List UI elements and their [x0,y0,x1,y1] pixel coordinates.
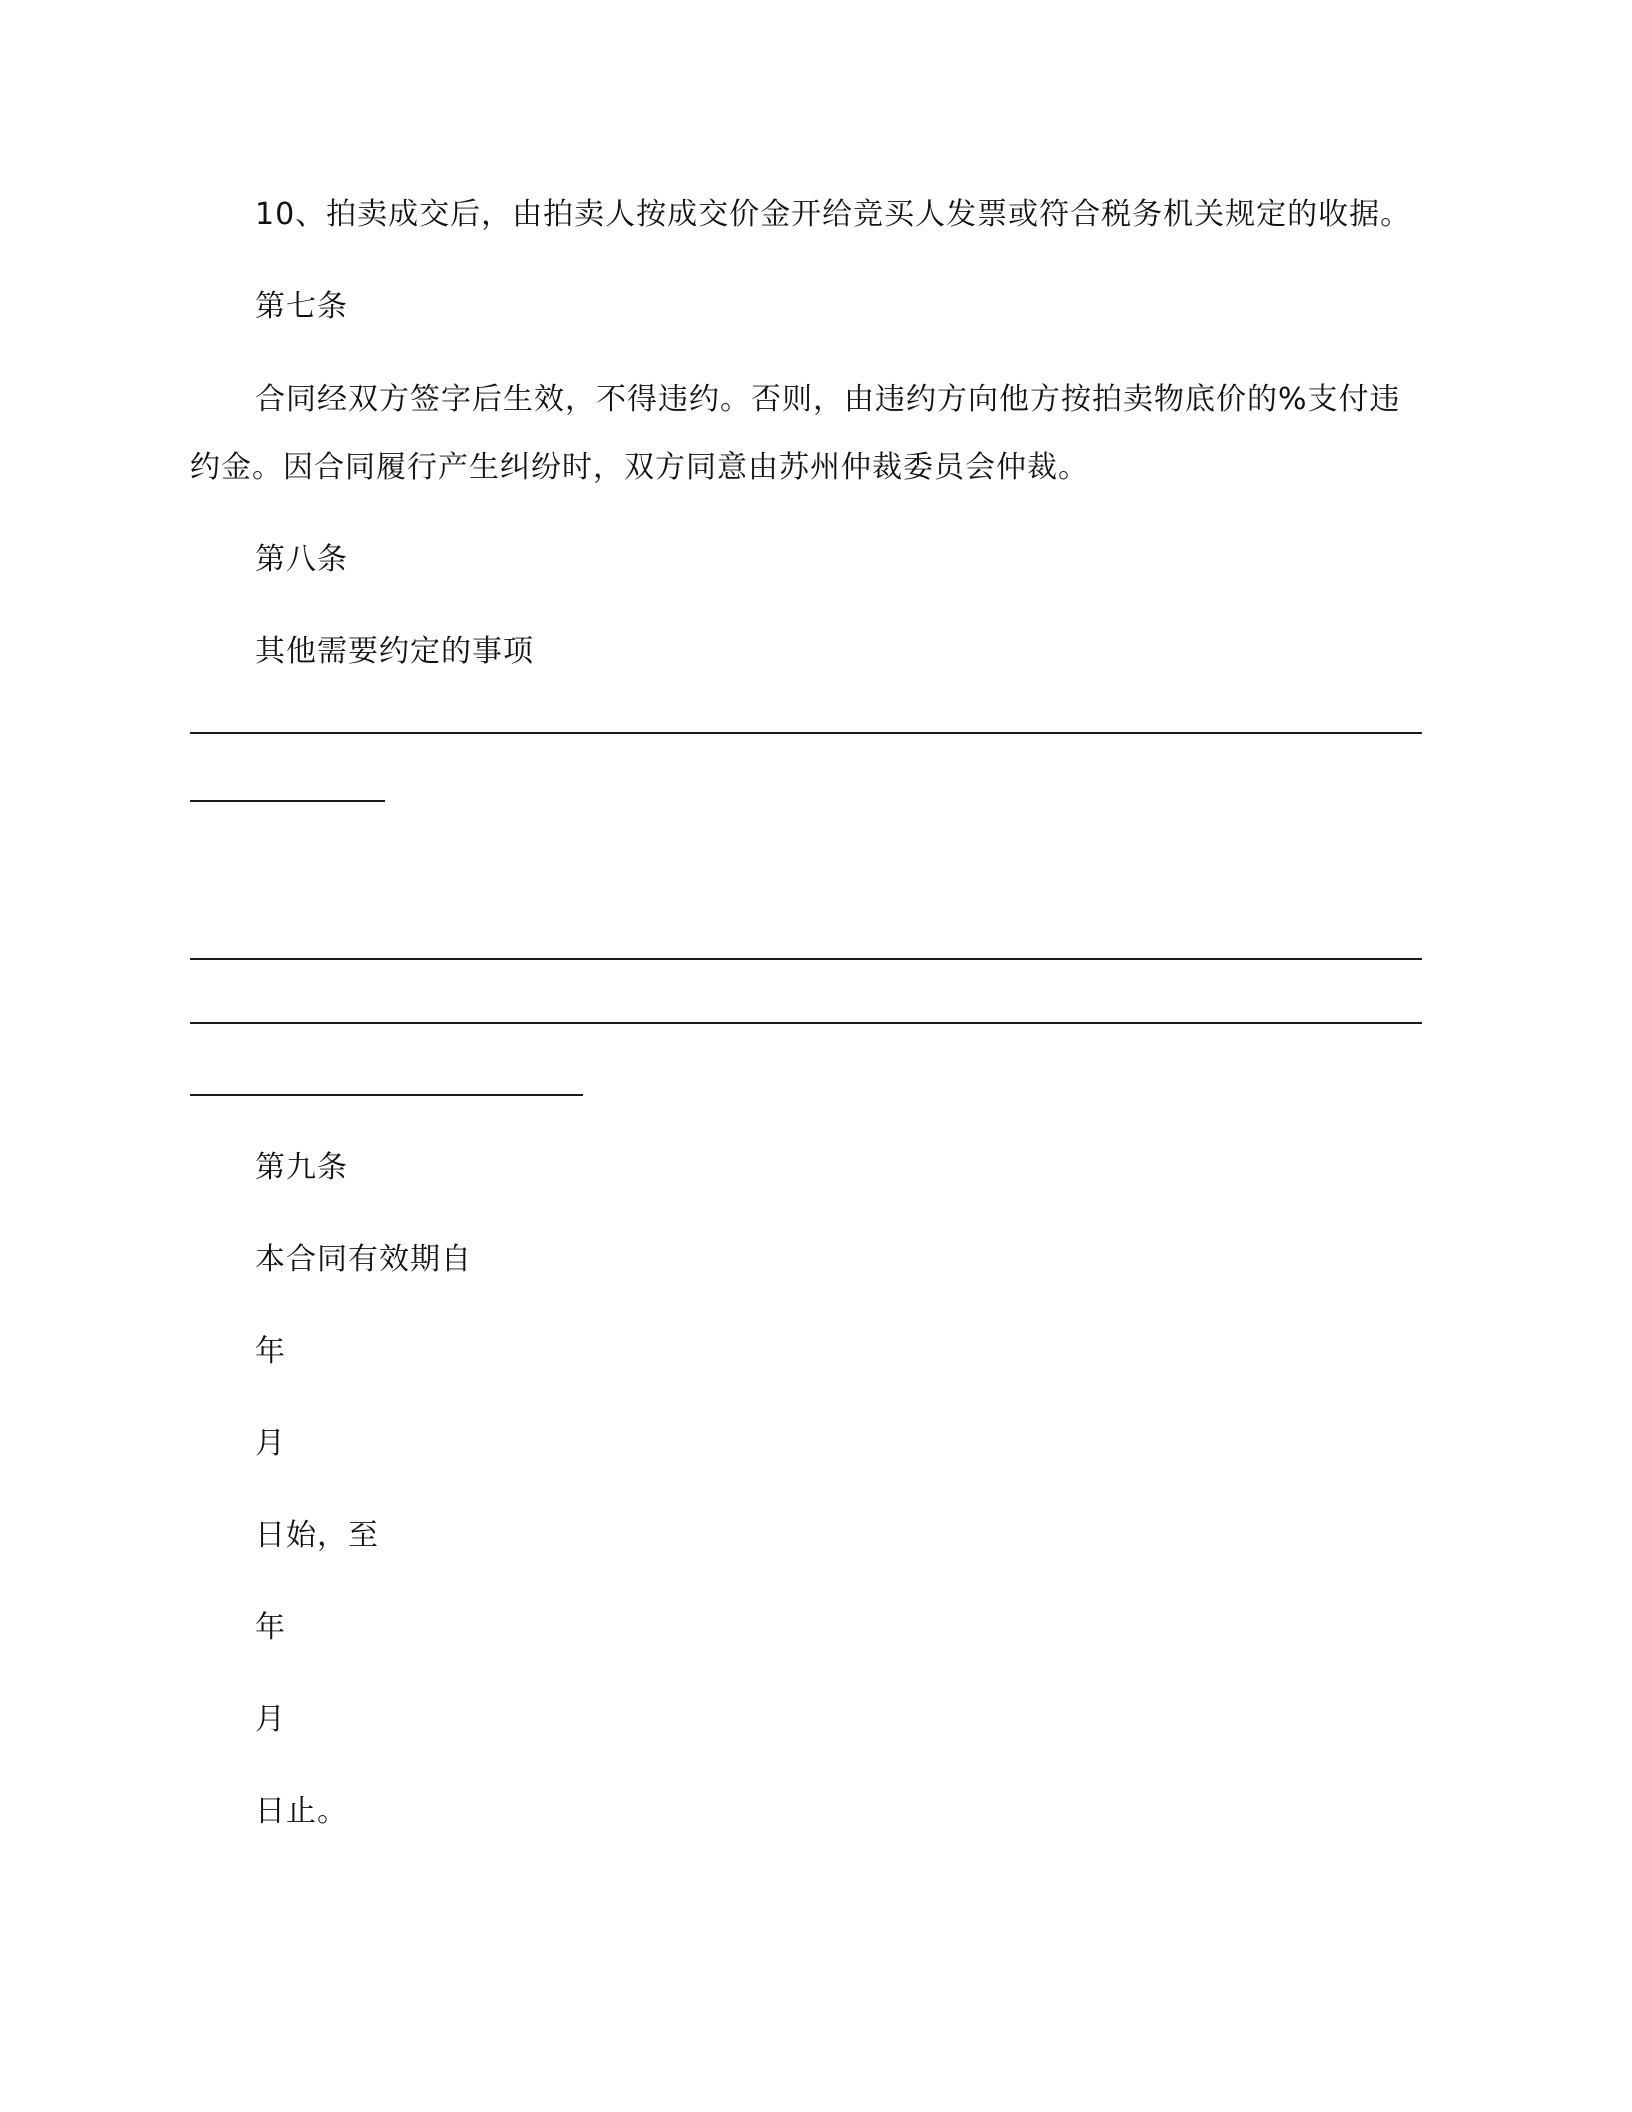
article-9-line: 日止。 [255,1794,348,1829]
blank-fill-line [190,1094,583,1096]
article-7-text-line-2: 约金。因合同履行产生纠纷时，双方同意由苏州仲裁委员会仲裁。 [190,450,1089,485]
article-9-line: 月 [255,1702,286,1737]
article-8-text: 其他需要约定的事项 [255,634,534,669]
article-9-line: 年 [255,1334,286,1369]
article-9-heading: 第九条 [255,1150,348,1185]
item-10-text: 10、拍卖成交后，由拍卖人按成交价金开给竞买人发票或符合税务机关规定的收据。 [255,197,1412,232]
article-7-heading: 第七条 [255,289,348,324]
article-9-line: 年 [255,1610,286,1645]
article-8-heading: 第八条 [255,542,348,577]
article-9-line: 日始，至 [255,1518,379,1553]
blank-fill-line [190,1022,1422,1024]
article-9-line: 月 [255,1426,286,1461]
article-9-line: 本合同有效期自 [255,1242,472,1277]
blank-fill-line [190,958,1422,960]
blank-fill-line [190,800,385,802]
article-7-text-line-1: 合同经双方签字后生效，不得违约。否则，由违约方向他方按拍卖物底价的%支付违 [255,382,1401,417]
blank-fill-line [190,732,1422,734]
